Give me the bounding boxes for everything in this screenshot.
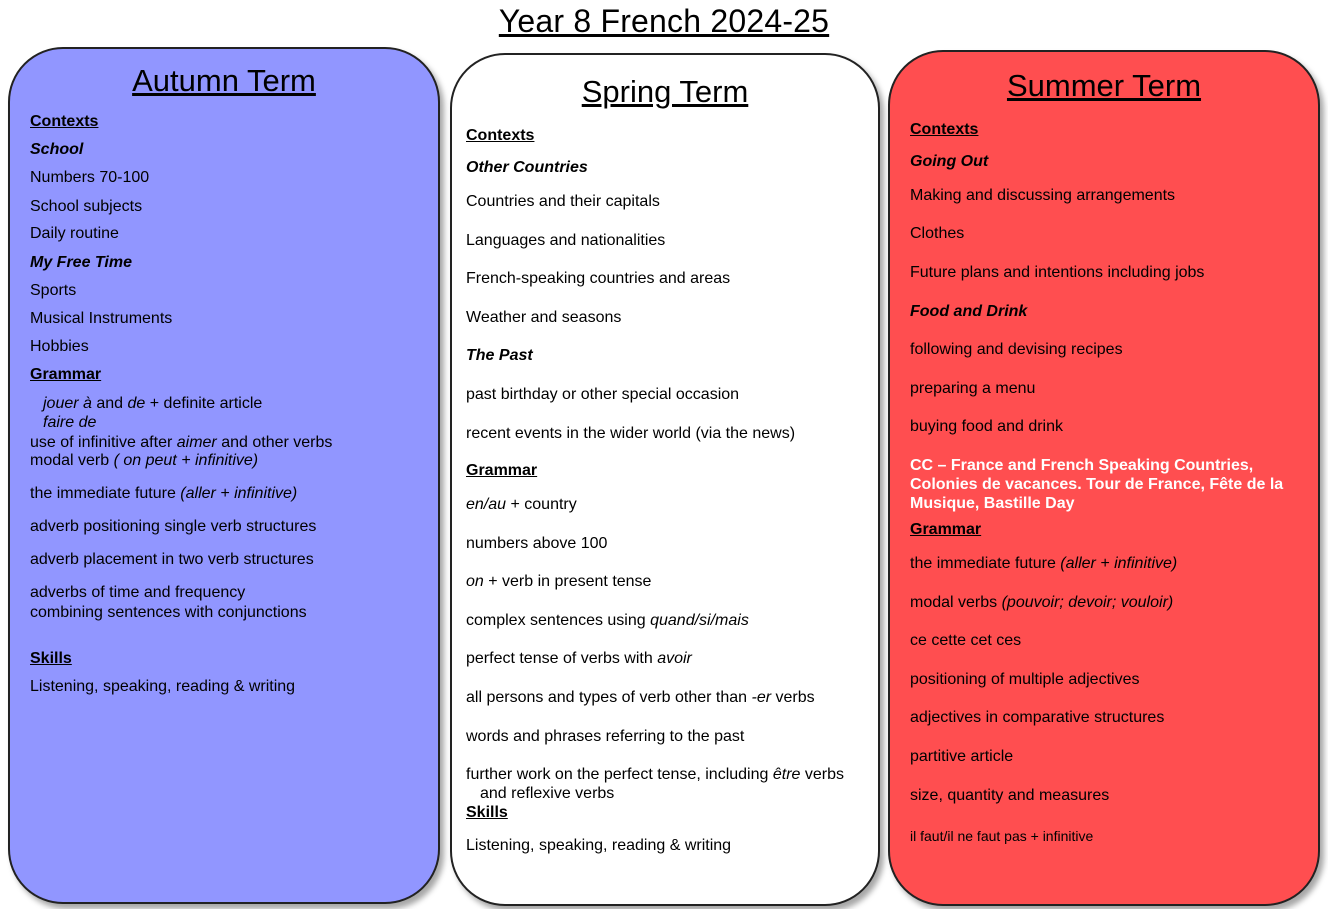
summer-cc-text: CC – France and French Speaking Countries, Colonies de vacances. Tour de France, Fête de la Musique, Bastille Day xyxy=(910,457,1284,512)
spring-skills-text: Listening, speaking, reading & writing xyxy=(466,837,732,854)
spring-grammar-perfect-avoir: perfect tense of verbs with avoir xyxy=(466,650,692,667)
autumn-skills-text: Listening, speaking, reading & writing xyxy=(30,678,296,695)
autumn-item-sports: Sports xyxy=(30,282,77,299)
summer-item-recipes: following and devising recipes xyxy=(910,341,1123,358)
spring-grammar-persons: all persons and types of verb other than -er verbs xyxy=(466,689,815,706)
autumn-contexts-heading: Contexts xyxy=(30,113,99,130)
summer-item-clothes: Clothes xyxy=(910,225,965,242)
autumn-context-free-time: My Free Time xyxy=(30,254,132,271)
autumn-grammar-adverbs-time: adverbs of time and frequency xyxy=(30,584,246,601)
summer-contexts-heading: Contexts xyxy=(910,121,979,138)
spring-item-news: recent events in the wider world (via the news) xyxy=(466,425,796,442)
summer-grammar-partitive: partitive article xyxy=(910,748,1014,765)
summer-grammar-modal: modal verbs (pouvoir; devoir; vouloir) xyxy=(910,594,1174,611)
autumn-grammar-modal: modal verb ( on peut + infinitive) xyxy=(30,452,259,469)
autumn-context-school: School xyxy=(30,141,84,158)
spring-context-other-countries: Other Countries xyxy=(466,159,588,176)
spring-grammar-heading: Grammar xyxy=(466,462,538,479)
autumn-grammar-adverb-placement: adverb placement in two verb structures xyxy=(30,551,314,568)
summer-grammar-future: the immediate future (aller + infinitive) xyxy=(910,555,1178,572)
autumn-grammar-conjunctions: combining sentences with conjunctions xyxy=(30,604,307,621)
spring-grammar-numbers: numbers above 100 xyxy=(466,535,608,552)
autumn-grammar-jouer: jouer à and de + definite article xyxy=(43,395,263,412)
autumn-term-card xyxy=(8,47,440,904)
spring-item-capitals: Countries and their capitals xyxy=(466,193,660,210)
spring-grammar-past-phrases: words and phrases referring to the past xyxy=(466,728,745,745)
spring-item-weather: Weather and seasons xyxy=(466,309,622,326)
page-title: Year 8 French 2024-25 xyxy=(498,3,830,39)
spring-grammar-reflexive: and reflexive verbs xyxy=(480,785,615,802)
summer-grammar-quantity: size, quantity and measures xyxy=(910,787,1110,804)
summer-term-title: Summer Term xyxy=(1006,68,1202,103)
autumn-grammar-adverb-positioning: adverb positioning single verb structures xyxy=(30,518,317,535)
summer-grammar-adjectives: positioning of multiple adjectives xyxy=(910,671,1140,688)
summer-context-going-out: Going Out xyxy=(910,153,989,170)
autumn-grammar-future: the immediate future (aller + infinitive) xyxy=(30,485,298,502)
summer-item-arrangements: Making and discussing arrangements xyxy=(910,187,1176,204)
autumn-grammar-heading: Grammar xyxy=(30,366,102,383)
spring-grammar-complex: complex sentences using quand/si/mais xyxy=(466,612,749,629)
autumn-item-subjects: School subjects xyxy=(30,198,143,215)
autumn-term-title: Autumn Term xyxy=(132,63,316,98)
autumn-skills-heading: Skills xyxy=(30,650,72,667)
spring-term-card xyxy=(450,53,880,906)
spring-grammar-perfect-etre: further work on the perfect tense, including être verbs xyxy=(466,766,844,783)
spring-item-languages: Languages and nationalities xyxy=(466,232,666,249)
spring-context-past: The Past xyxy=(466,347,533,364)
autumn-item-instruments: Musical Instruments xyxy=(30,310,173,327)
spring-term-title: Spring Term xyxy=(581,74,749,109)
summer-context-food: Food and Drink xyxy=(910,303,1028,320)
summer-term-card xyxy=(888,50,1320,906)
spring-contexts-heading: Contexts xyxy=(466,127,535,144)
summer-grammar-il-faut: il faut/il ne faut pas + infinitive xyxy=(910,828,1094,844)
autumn-grammar-faire: faire de xyxy=(43,414,97,431)
autumn-grammar-infinitive: use of infinitive after aimer and other verbs xyxy=(30,434,333,451)
autumn-item-numbers: Numbers 70-100 xyxy=(30,169,150,186)
summer-grammar-demonstratives: ce cette cet ces xyxy=(910,632,1022,649)
summer-grammar-heading: Grammar xyxy=(910,521,982,538)
autumn-item-hobbies: Hobbies xyxy=(30,338,89,355)
summer-item-future-plans: Future plans and intentions including jobs xyxy=(910,264,1205,281)
summer-grammar-comparative: adjectives in comparative structures xyxy=(910,709,1165,726)
spring-item-french-speaking: French-speaking countries and areas xyxy=(466,270,731,287)
autumn-item-routine: Daily routine xyxy=(30,225,119,242)
spring-item-birthday: past birthday or other special occasion xyxy=(466,386,740,403)
summer-item-menu: preparing a menu xyxy=(910,380,1036,397)
spring-grammar-on: on + verb in present tense xyxy=(466,573,652,590)
spring-skills-heading: Skills xyxy=(466,804,508,821)
spring-grammar-en-au: en/au + country xyxy=(466,496,577,513)
summer-item-buying-food: buying food and drink xyxy=(910,418,1063,435)
